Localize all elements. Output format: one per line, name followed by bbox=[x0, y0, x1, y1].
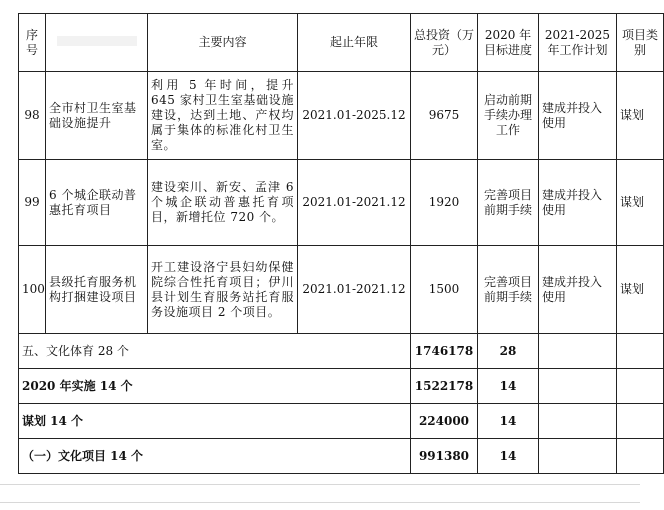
summary-empty-cell bbox=[617, 369, 664, 404]
page-divider bbox=[0, 502, 640, 503]
header-content: 主要内容 bbox=[148, 14, 298, 72]
row-target-2020: 完善项目前期手续 bbox=[478, 160, 539, 246]
summary-count: 14 bbox=[478, 369, 539, 404]
header-no: 序号 bbox=[19, 14, 46, 72]
summary-count: 28 bbox=[478, 334, 539, 369]
summary-row-2020 bbox=[19, 369, 664, 404]
row-content: 利用 5 年时间，提升 645 家村卫生室基础设施建设，达到土地、产权均属于集体的标准化村卫生室。 bbox=[148, 72, 298, 160]
table-row bbox=[19, 160, 664, 246]
row-no: 99 bbox=[19, 160, 46, 246]
header-target-2020: 2020 年目标进度 bbox=[478, 14, 539, 72]
header-name bbox=[46, 14, 148, 72]
row-target-2020: 完善项目前期手续 bbox=[478, 246, 539, 334]
summary-empty-cell bbox=[617, 334, 664, 369]
row-invest: 1920 bbox=[411, 160, 478, 246]
summary-label: 2020 年实施 14 个 bbox=[19, 369, 411, 404]
table-row bbox=[19, 72, 664, 160]
row-plan: 建成并投入使用 bbox=[539, 72, 617, 160]
summary-invest: 991380 bbox=[411, 439, 478, 474]
row-category: 谋划 bbox=[617, 246, 664, 334]
row-name: 全市村卫生室基础设施提升 bbox=[46, 72, 148, 160]
summary-empty-cell bbox=[539, 334, 617, 369]
row-invest: 1500 bbox=[411, 246, 478, 334]
row-category: 谋划 bbox=[617, 160, 664, 246]
summary-row-culture-sports bbox=[19, 334, 664, 369]
row-content: 开工建设洛宁县妇幼保健院综合性托育项目；伊川县计划生育服务站托育服务设施项目 2 个项目。 bbox=[148, 246, 298, 334]
row-target-2020: 启动前期手续办理工作 bbox=[478, 72, 539, 160]
summary-empty-cell bbox=[617, 439, 664, 474]
header-category: 项目类别 bbox=[617, 14, 664, 72]
row-period: 2021.01-2021.12 bbox=[298, 160, 411, 246]
summary-invest: 1522178 bbox=[411, 369, 478, 404]
header-plan: 2021-2025 年工作计划 bbox=[539, 14, 617, 72]
project-table bbox=[18, 13, 664, 474]
summary-row-planning bbox=[19, 404, 664, 439]
row-plan: 建成并投入使用 bbox=[539, 160, 617, 246]
summary-label: （一）文化项目 14 个 bbox=[19, 439, 411, 474]
summary-count: 14 bbox=[478, 439, 539, 474]
summary-row-culture-projects bbox=[19, 439, 664, 474]
header-invest: 总投资（万元） bbox=[411, 14, 478, 72]
row-period: 2021.01-2021.12 bbox=[298, 246, 411, 334]
summary-invest: 224000 bbox=[411, 404, 478, 439]
row-no: 100 bbox=[19, 246, 46, 334]
row-no: 98 bbox=[19, 72, 46, 160]
summary-empty-cell bbox=[539, 369, 617, 404]
summary-empty-cell bbox=[539, 404, 617, 439]
header-row bbox=[19, 14, 664, 72]
row-name: 县级托育服务机构打捆建设项目 bbox=[46, 246, 148, 334]
summary-label: 五、文化体育 28 个 bbox=[19, 334, 411, 369]
summary-empty-cell bbox=[617, 404, 664, 439]
row-period: 2021.01-2025.12 bbox=[298, 72, 411, 160]
row-plan: 建成并投入使用 bbox=[539, 246, 617, 334]
blurred-header bbox=[57, 36, 137, 46]
row-content: 建设栾川、新安、孟津 6 个城企联动普惠托育项目，新增托位 720 个。 bbox=[148, 160, 298, 246]
header-period: 起止年限 bbox=[298, 14, 411, 72]
row-invest: 9675 bbox=[411, 72, 478, 160]
row-category: 谋划 bbox=[617, 72, 664, 160]
summary-invest: 1746178 bbox=[411, 334, 478, 369]
summary-count: 14 bbox=[478, 404, 539, 439]
summary-label: 谋划 14 个 bbox=[19, 404, 411, 439]
summary-empty-cell bbox=[539, 439, 617, 474]
row-name: 6 个城企联动普惠托育项目 bbox=[46, 160, 148, 246]
table-row bbox=[19, 246, 664, 334]
page-divider bbox=[0, 484, 640, 485]
